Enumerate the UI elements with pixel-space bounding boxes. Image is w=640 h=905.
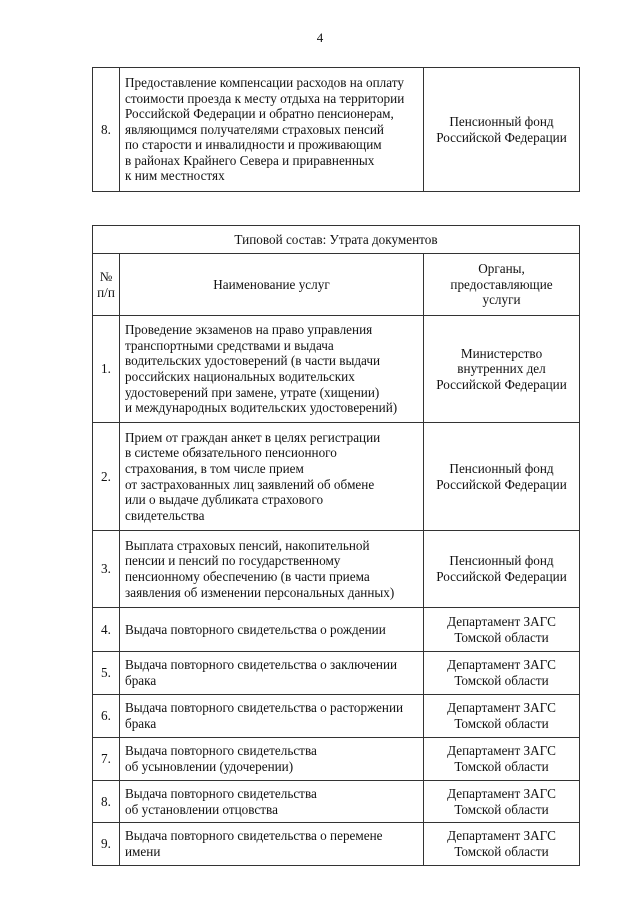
providing-authority: Министерство внутренних дел Российской Федерации [424,316,580,423]
service-name: Выплата страховых пенсий, накопительной пенсии и пенсий по государственному пенсионному обеспечению (в части приема заявления об изменении персональных данных) [120,531,424,608]
row-number: 2. [93,423,120,531]
providing-authority: Департамент ЗАГС Томской области [424,608,580,652]
services-table [92,225,580,866]
page-number: 4 [316,30,324,45]
service-name: Проведение экзаменов на право управления транспортными средствами и выдача водительских удостоверений (в части выдачи российских национальных водительских удостоверений при замене, утрате (хищении) и международных водительских удостоверений) [120,316,424,423]
providing-authority: Департамент ЗАГС Томской области [424,781,580,823]
service-name: Предоставление компенсации расходов на оплату стоимости проезда к месту отдыха на территории Российской Федерации и обратно пенсионерам, являющимся получателями страховых пенсий по старости и инвалидности и проживающим в районах Крайнего Севера и приравненных к ним местностях [120,68,424,192]
providing-authority: Департамент ЗАГС Томской области [424,652,580,695]
providing-authority: Пенсионный фонд Российской Федерации [424,68,580,192]
providing-authority: Департамент ЗАГС Томской области [424,738,580,781]
continuation-table [92,67,580,192]
table-title: Типовой состав: Утрата документов [93,226,580,254]
table-row [93,316,580,423]
service-name: Прием от граждан анкет в целях регистрации в системе обязательного пенсионного страхования, в том числе прием от застрахованных лиц заявлений об обмене или о выдаче дубликата страхового свидетельства [120,423,424,531]
row-number: 7. [93,738,120,781]
table-row [93,738,580,781]
providing-authority: Департамент ЗАГС Томской области [424,695,580,738]
header-authority: Органы, предоставляющие услуги [424,254,580,316]
table-row [93,608,580,652]
table-row [93,531,580,608]
header-service-name: Наименование услуг [120,254,424,316]
service-name: Выдача повторного свидетельства о заключении брака [120,652,424,695]
table-row [93,423,580,531]
table-row [93,68,580,192]
row-number: 9. [93,823,120,866]
row-number: 8. [93,68,120,192]
service-name: Выдача повторного свидетельства о рождении [120,608,424,652]
table-row [93,823,580,866]
service-name: Выдача повторного свидетельства об усыновлении (удочерении) [120,738,424,781]
table-row [93,652,580,695]
table-row [93,695,580,738]
row-number: 4. [93,608,120,652]
service-name: Выдача повторного свидетельства о расторжении брака [120,695,424,738]
providing-authority: Пенсионный фонд Российской Федерации [424,423,580,531]
service-name: Выдача повторного свидетельства о перемене имени [120,823,424,866]
providing-authority: Департамент ЗАГС Томской области [424,823,580,866]
row-number: 5. [93,652,120,695]
table-row [93,781,580,823]
row-number: 3. [93,531,120,608]
row-number: 1. [93,316,120,423]
row-number: 6. [93,695,120,738]
service-name: Выдача повторного свидетельства об установлении отцовства [120,781,424,823]
table-header-row [93,254,580,316]
providing-authority: Пенсионный фонд Российской Федерации [424,531,580,608]
row-number: 8. [93,781,120,823]
header-number: № п/п [93,254,120,316]
